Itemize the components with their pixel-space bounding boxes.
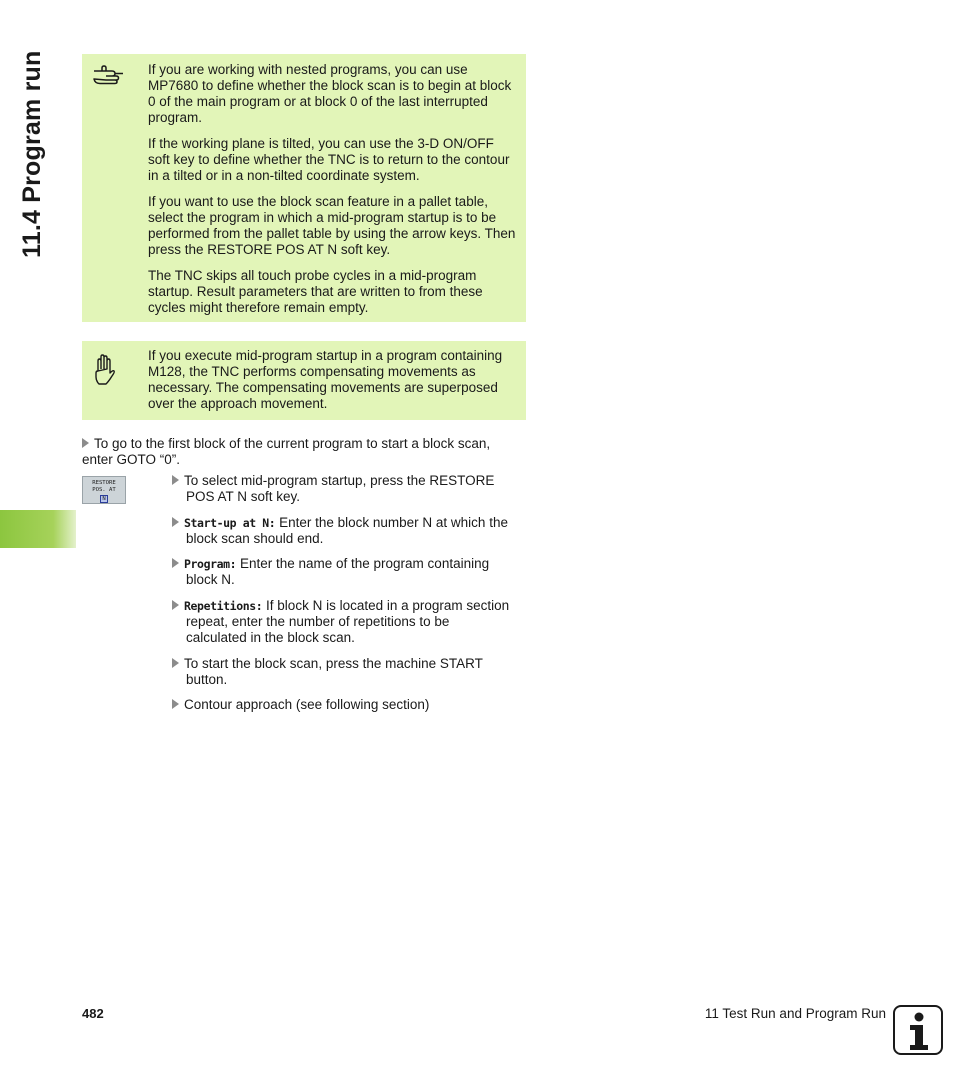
dialog-prompt: Program: (184, 557, 237, 571)
step-arrow-icon (172, 517, 179, 527)
instruction-step: Repetitions: If block N is located in a program section repeat, enter the number of repetitions to be calculated in the block scan. (172, 598, 527, 646)
raised-hand-icon (92, 353, 116, 392)
note-paragraph: The TNC skips all touch probe cycles in a mid-program startup. Result parameters that are written to from these cycles might therefore remain empty. (148, 268, 483, 315)
note-paragraph: If you are working with nested programs, you can use MP7680 to define whether the block scan is to begin at block 0 of the main program or at block 0 of the last interrupted program. (148, 62, 512, 125)
page-number: 482 (82, 1006, 104, 1021)
dialog-prompt: Repetitions: (184, 599, 263, 613)
note-box-warning (82, 341, 526, 420)
step-arrow-icon (172, 558, 179, 568)
chapter-title: 11 Test Run and Program Run (704, 1006, 886, 1021)
step-arrow-icon (172, 658, 179, 668)
step-arrow-icon (82, 438, 89, 448)
pointing-hand-icon (92, 64, 126, 91)
step-arrow-icon (172, 600, 179, 610)
instruction-step: Program: Enter the name of the program containing block N. (172, 556, 527, 588)
step-arrow-icon (172, 475, 179, 485)
section-title: 11.4 Program run (18, 50, 46, 258)
note-box-info (82, 54, 526, 322)
instruction-step: To select mid-program startup, press the RESTORE POS AT N soft key. (172, 473, 527, 505)
note-paragraph: If the working plane is tilted, you can use the 3-D ON/OFF soft key to define whether the TNC is to return to the contour in a tilted or in a non-tilted coordinate system. (148, 136, 510, 183)
restore-pos-at-n-softkey[interactable]: RESTORE POS. AT N (82, 476, 126, 504)
instruction-step: Contour approach (see following section) (172, 697, 527, 713)
instruction-step: To go to the first block of the current program to start a block scan, enter GOTO “0”. (82, 436, 491, 467)
chapter-tab (0, 510, 76, 548)
dialog-prompt: Start-up at N: (184, 516, 276, 530)
note-paragraph: If you want to use the block scan feature in a pallet table, select the program in which a mid-program startup is to be performed from the pallet table by using the arrow keys. Then press the RESTORE POS AT N soft key. (148, 194, 516, 257)
instruction-step: Start-up at N: Enter the block number N at which the block scan should end. (172, 515, 527, 547)
instruction-step: To start the block scan, press the machine START button. (172, 656, 527, 688)
note-paragraph: If you execute mid-program startup in a program containing M128, the TNC performs compensating movements as necessary. The compensating movements are superposed over the approach movement. (148, 348, 503, 411)
info-icon (893, 1005, 943, 1055)
step-arrow-icon (172, 699, 179, 709)
